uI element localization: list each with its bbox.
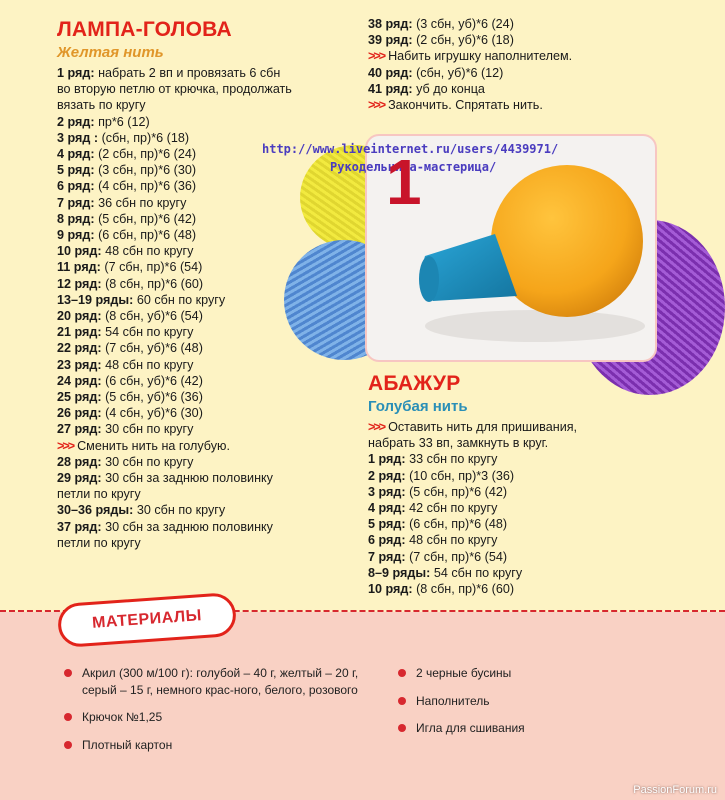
row-text: (5 сбн, уб)*6 (36) xyxy=(105,390,203,405)
pattern-row xyxy=(57,211,357,227)
pattern-row xyxy=(57,357,357,373)
row-text: 54 сбн по кругу xyxy=(105,325,194,340)
row-text: петли по кругу xyxy=(57,535,141,550)
row-label: 22 ряд: xyxy=(57,341,102,356)
row-text: (8 сбн, пр)*6 (60) xyxy=(105,276,204,291)
pattern-row xyxy=(57,97,357,113)
row-label: 13–19 ряды: xyxy=(57,292,134,307)
material-item: Крючок №1,25 xyxy=(64,709,374,726)
pattern-row xyxy=(57,486,357,502)
row-text: (сбн, пр)*6 (18) xyxy=(101,130,190,145)
row-text: (2 сбн, уб)*6 (18) xyxy=(416,33,514,48)
row-text: 30 сбн по кругу xyxy=(105,422,194,437)
pattern-row xyxy=(57,405,357,421)
abazhur-rows xyxy=(368,419,658,597)
pattern-row xyxy=(368,532,658,548)
arrow-icon: >>> xyxy=(368,420,385,434)
pattern-row xyxy=(368,16,668,32)
row-text: (3 сбн, уб)*6 (24) xyxy=(416,17,514,31)
row-label: 5 ряд: xyxy=(368,517,406,532)
row-text: 33 сбн по кругу xyxy=(409,452,498,467)
row-label: 28 ряд: xyxy=(57,454,102,469)
row-text: 48 сбн по кругу xyxy=(105,244,194,259)
row-label: 1 ряд: xyxy=(57,66,95,80)
row-label: 6 ряд: xyxy=(368,533,406,548)
row-text: (7 сбн, пр)*6 (54) xyxy=(104,260,203,275)
row-text: (4 сбн, пр)*6 (36) xyxy=(98,179,197,194)
lampa-title: ЛАМПА-ГОЛОВА xyxy=(57,18,232,41)
row-label: 39 ряд: xyxy=(368,33,413,48)
pattern-row xyxy=(368,500,658,516)
pattern-row xyxy=(368,81,668,97)
pattern-row xyxy=(57,454,357,470)
row-text: 30 сбн за заднюю половинку xyxy=(105,471,273,486)
row-text: (6 сбн, уб)*6 (42) xyxy=(105,373,203,388)
row-text: (8 сбн, уб)*6 (54) xyxy=(105,309,203,324)
row-label: 6 ряд: xyxy=(57,179,95,194)
row-text: 54 сбн по кругу xyxy=(433,565,523,580)
pattern-row xyxy=(368,581,658,597)
row-text: (4 сбн, уб)*6 (30) xyxy=(105,406,203,421)
source-url: http://www.liveinternet.ru/users/4439971/ xyxy=(262,142,559,156)
row-text: (6 сбн, пр)*6 (48) xyxy=(98,228,197,243)
row-label: 2 ряд: xyxy=(368,468,406,483)
material-item: 2 черные бусины xyxy=(398,665,658,682)
row-label: 26 ряд: xyxy=(57,406,102,421)
material-item: Игла для сшивания xyxy=(398,720,658,737)
pattern-row xyxy=(57,324,357,340)
pattern-row xyxy=(57,470,357,486)
row-label: 23 ряд: xyxy=(57,357,102,372)
row-text: 30 сбн по кругу xyxy=(105,454,194,469)
pattern-row xyxy=(368,65,668,81)
material-item: Акрил (300 м/100 г): голубой – 40 г, желтый – 20 г, серый – 15 г, немного крас-ного, белого, розового xyxy=(64,665,374,698)
row-label: 10 ряд: xyxy=(368,582,413,597)
row-label: 8–9 ряды: xyxy=(368,565,431,580)
row-label: 12 ряд: xyxy=(57,276,102,291)
abazhur-yarn-label: Голубая нить xyxy=(368,398,468,415)
lampa-section xyxy=(57,18,357,551)
row-label: 5 ряд: xyxy=(57,163,95,178)
pattern-row xyxy=(57,421,357,437)
row-text: Оставить нить для пришивания, xyxy=(388,420,578,434)
pattern-row xyxy=(368,468,658,484)
arrow-icon: >>> xyxy=(368,98,385,113)
row-label: 25 ряд: xyxy=(57,390,102,405)
row-label: 8 ряд: xyxy=(57,211,95,226)
pattern-row xyxy=(57,292,357,308)
arrow-icon: >>> xyxy=(57,438,74,453)
row-text: 30 сбн за заднюю половинку xyxy=(105,519,273,534)
pattern-row xyxy=(368,435,658,451)
pattern-row xyxy=(57,81,357,97)
row-text: (8 сбн, пр)*6 (60) xyxy=(416,582,515,597)
row-label: 4 ряд: xyxy=(57,147,95,162)
row-text: 48 сбн по кругу xyxy=(409,533,498,548)
pattern-row xyxy=(57,259,357,275)
photo-number: 1 xyxy=(386,146,422,218)
row-label: 41 ряд: xyxy=(368,81,413,96)
row-text: вязать по кругу xyxy=(57,98,146,113)
row-text: (сбн, уб)*6 (12) xyxy=(416,65,504,80)
pattern-row xyxy=(57,438,357,454)
pattern-row xyxy=(57,308,357,324)
row-text: во вторую петлю от крючка, продолжать xyxy=(57,82,292,97)
pattern-row xyxy=(57,535,357,551)
pattern-row xyxy=(57,162,357,178)
row-label: 7 ряд: xyxy=(57,195,95,210)
row-text: (5 сбн, пр)*6 (42) xyxy=(98,211,197,226)
row-text: (5 сбн, пр)*6 (42) xyxy=(409,484,508,499)
row-label: 10 ряд: xyxy=(57,244,102,259)
row-text: (2 сбн, пр)*6 (24) xyxy=(98,147,197,162)
row-text: Сменить нить на голубую. xyxy=(77,438,230,453)
row-label: 29 ряд: xyxy=(57,471,102,486)
row-text: (6 сбн, пр)*6 (48) xyxy=(409,517,508,532)
row-label: 40 ряд: xyxy=(368,65,413,80)
pattern-row xyxy=(368,48,668,64)
row-text: Закончить. Спрятать нить. xyxy=(388,98,543,113)
row-text: уб до конца xyxy=(416,81,485,96)
row-label: 11 ряд: xyxy=(57,260,101,275)
pattern-row xyxy=(368,484,658,500)
pattern-row xyxy=(57,243,357,259)
pattern-row xyxy=(368,419,658,435)
abazhur-section xyxy=(368,372,658,597)
source-author: Рукодельница-мастерица/ xyxy=(330,160,497,174)
row-text: 36 сбн по кругу xyxy=(98,195,187,210)
row-label: 38 ряд: xyxy=(368,17,413,31)
row-text: Набить игрушку наполнителем. xyxy=(388,49,573,64)
pattern-row xyxy=(57,373,357,389)
pattern-row xyxy=(57,519,357,535)
row-text: 30 сбн по кругу xyxy=(136,503,226,518)
pattern-row xyxy=(57,178,357,194)
row-label: 24 ряд: xyxy=(57,373,102,388)
row-label: 21 ряд: xyxy=(57,325,102,340)
pattern-row xyxy=(368,549,658,565)
row-label: 7 ряд: xyxy=(368,549,406,564)
material-item: Наполнитель xyxy=(398,693,658,710)
materials-title: МАТЕРИАЛЫ xyxy=(91,607,203,632)
row-text: 42 сбн по кругу xyxy=(409,501,498,516)
row-label: 4 ряд: xyxy=(368,501,406,516)
pattern-row xyxy=(57,65,357,81)
row-label: 1 ряд: xyxy=(368,452,406,467)
row-text: набрать 33 вп, замкнуть в круг. xyxy=(368,436,549,451)
pattern-row xyxy=(57,340,357,356)
row-label: 3 ряд: xyxy=(368,484,406,499)
pattern-row xyxy=(368,451,658,467)
pattern-row xyxy=(57,276,357,292)
row-text: (10 сбн, пр)*3 (36) xyxy=(409,468,515,483)
lampa-rows xyxy=(57,65,357,551)
pattern-row xyxy=(368,516,658,532)
row-label: 2 ряд: xyxy=(57,114,95,129)
pattern-row xyxy=(368,97,668,113)
row-text: (7 сбн, уб)*6 (48) xyxy=(105,341,203,356)
lampa-yarn-label: Желтая нить xyxy=(57,44,164,61)
row-label: 20 ряд: xyxy=(57,309,102,324)
row-text: набрать 2 вп и провязать 6 сбн xyxy=(98,66,281,80)
pattern-row xyxy=(57,114,357,130)
row-text: 60 сбн по кругу xyxy=(136,292,226,307)
pattern-row xyxy=(368,32,668,48)
lampa-cont-rows xyxy=(368,16,668,113)
lampa-cont-section xyxy=(368,16,668,113)
materials-list-left xyxy=(64,665,374,764)
material-item: Плотный картон xyxy=(64,737,374,754)
pattern-row xyxy=(57,389,357,405)
abazhur-title: АБАЖУР xyxy=(368,372,461,395)
row-text: 48 сбн по кругу xyxy=(105,357,194,372)
pattern-row xyxy=(57,227,357,243)
arrow-icon: >>> xyxy=(368,49,385,64)
row-text: (3 сбн, пр)*6 (30) xyxy=(98,163,197,178)
materials-list-right xyxy=(398,665,658,748)
row-label: 30–36 ряды: xyxy=(57,503,134,518)
row-text: петли по кругу xyxy=(57,487,141,502)
row-text: пр*6 (12) xyxy=(98,114,150,129)
pattern-row xyxy=(57,195,357,211)
row-label: 9 ряд: xyxy=(57,228,95,243)
row-label: 27 ряд: xyxy=(57,422,102,437)
row-label: 37 ряд: xyxy=(57,519,102,534)
watermark: PassionForum.ru xyxy=(633,784,717,796)
row-label: 3 ряд : xyxy=(57,130,99,145)
pattern-row xyxy=(368,565,658,581)
pattern-row xyxy=(57,502,357,518)
row-text: (7 сбн, пр)*6 (54) xyxy=(409,549,508,564)
